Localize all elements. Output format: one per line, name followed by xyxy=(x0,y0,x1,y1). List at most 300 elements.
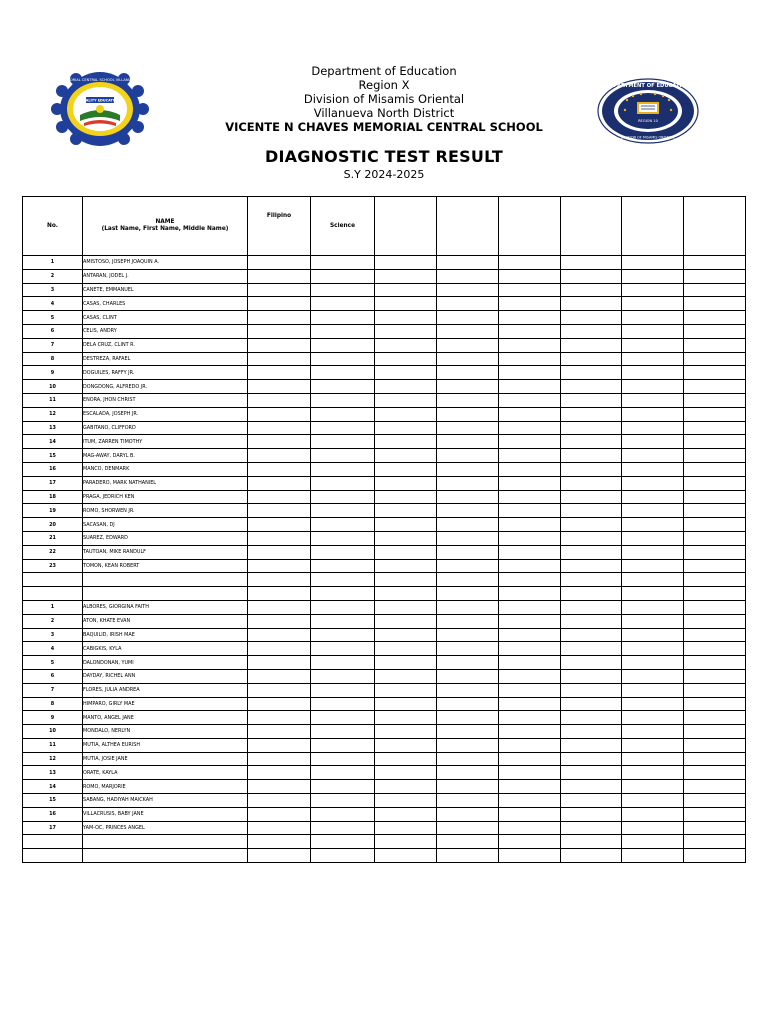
score-cell xyxy=(622,256,684,270)
score-cell xyxy=(684,738,746,752)
row-number: 3 xyxy=(23,628,83,642)
score-cell xyxy=(311,366,375,380)
score-cell xyxy=(499,725,561,739)
results-table xyxy=(22,196,746,863)
student-name: BAQUILID, IRISH MAE xyxy=(83,628,248,642)
table-row xyxy=(23,807,746,821)
score-cell xyxy=(499,697,561,711)
score-cell xyxy=(561,269,622,283)
student-name: PARADERO, MARK NATHANIEL xyxy=(83,476,248,490)
score-cell xyxy=(248,559,311,573)
score-cell xyxy=(437,600,499,614)
score-cell xyxy=(375,614,437,628)
score-cell xyxy=(311,656,375,670)
student-name: ROMO, SHORWEN JR. xyxy=(83,504,248,518)
score-cell xyxy=(684,283,746,297)
right-seal-region: REGION 10 xyxy=(638,119,658,123)
row-number: 8 xyxy=(23,697,83,711)
score-cell xyxy=(311,600,375,614)
right-seal-bottom: DIVISION OF MISAMIS ORIENTAL xyxy=(620,135,676,140)
score-cell xyxy=(248,545,311,559)
row-number: 11 xyxy=(23,393,83,407)
row-number xyxy=(23,849,83,863)
score-cell xyxy=(375,669,437,683)
row-number: 17 xyxy=(23,476,83,490)
score-cell xyxy=(437,587,499,601)
score-cell xyxy=(248,297,311,311)
score-cell xyxy=(311,490,375,504)
score-cell xyxy=(499,711,561,725)
score-cell xyxy=(684,311,746,325)
score-cell xyxy=(684,256,746,270)
score-cell xyxy=(375,476,437,490)
score-cell xyxy=(437,766,499,780)
blank-row xyxy=(23,835,746,849)
score-cell xyxy=(499,559,561,573)
score-cell xyxy=(437,283,499,297)
student-name: ROMO, MARJORIE xyxy=(83,780,248,794)
score-cell xyxy=(311,738,375,752)
table-row xyxy=(23,366,746,380)
score-cell xyxy=(248,283,311,297)
score-cell xyxy=(561,311,622,325)
left-seal-text: VICENTE N CHAVES MEMORIAL CENTRAL SCHOOL VILLANUEVA, MISAMIS ORIENTAL xyxy=(25,78,175,82)
score-cell xyxy=(561,835,622,849)
score-cell xyxy=(499,504,561,518)
row-number: 14 xyxy=(23,435,83,449)
score-cell xyxy=(437,490,499,504)
student-name: ATON, KHATE EVAN xyxy=(83,614,248,628)
score-cell xyxy=(622,518,684,532)
blank-row xyxy=(23,849,746,863)
score-cell xyxy=(684,518,746,532)
row-number: 6 xyxy=(23,669,83,683)
row-number: 2 xyxy=(23,614,83,628)
score-cell xyxy=(375,490,437,504)
score-cell xyxy=(248,697,311,711)
score-cell xyxy=(311,587,375,601)
score-cell xyxy=(561,518,622,532)
score-cell xyxy=(437,311,499,325)
student-name: MANCO, DENMARK xyxy=(83,462,248,476)
score-cell xyxy=(684,642,746,656)
table-row xyxy=(23,476,746,490)
score-cell xyxy=(248,490,311,504)
table-row xyxy=(23,504,746,518)
score-cell xyxy=(684,683,746,697)
score-cell xyxy=(622,421,684,435)
student-name: MUTIA, ALTHEA EURISH xyxy=(83,738,248,752)
score-cell xyxy=(248,256,311,270)
row-number: 9 xyxy=(23,366,83,380)
score-cell xyxy=(311,283,375,297)
score-cell xyxy=(311,573,375,587)
table-row xyxy=(23,738,746,752)
score-cell xyxy=(499,324,561,338)
student-name: SACASAN, DJ xyxy=(83,518,248,532)
row-number: 6 xyxy=(23,324,83,338)
student-name: DELA CRUZ, CLINT R. xyxy=(83,338,248,352)
row-number: 7 xyxy=(23,338,83,352)
score-cell xyxy=(561,752,622,766)
table-row xyxy=(23,352,746,366)
score-cell xyxy=(311,642,375,656)
score-cell xyxy=(248,311,311,325)
score-cell xyxy=(311,780,375,794)
score-cell xyxy=(499,587,561,601)
student-name: VILLACRUSIS, BABY JANE xyxy=(83,807,248,821)
score-cell xyxy=(561,476,622,490)
score-cell xyxy=(311,531,375,545)
score-cell xyxy=(248,407,311,421)
score-cell xyxy=(437,518,499,532)
right-seal-text: DEPARTMENT OF EDUCATION xyxy=(605,82,691,89)
score-cell xyxy=(622,283,684,297)
row-number: 4 xyxy=(23,297,83,311)
department-name: Department of Education xyxy=(311,64,457,78)
score-cell xyxy=(622,766,684,780)
score-cell xyxy=(561,642,622,656)
score-cell xyxy=(561,794,622,808)
row-number: 12 xyxy=(23,407,83,421)
column-header-blank xyxy=(622,197,684,256)
table-row xyxy=(23,283,746,297)
score-cell xyxy=(437,835,499,849)
score-cell xyxy=(375,711,437,725)
score-cell xyxy=(437,393,499,407)
score-cell xyxy=(622,297,684,311)
score-cell xyxy=(684,794,746,808)
score-cell xyxy=(499,614,561,628)
score-cell xyxy=(684,407,746,421)
score-cell xyxy=(248,587,311,601)
score-cell xyxy=(499,738,561,752)
score-cell xyxy=(684,807,746,821)
score-cell xyxy=(622,407,684,421)
page-title: DIAGNOSTIC TEST RESULT xyxy=(265,147,503,166)
score-cell xyxy=(437,614,499,628)
table-row xyxy=(23,821,746,835)
score-cell xyxy=(684,297,746,311)
score-cell xyxy=(622,352,684,366)
student-name: DONGDONG, ALFREDO JR. xyxy=(83,380,248,394)
score-cell xyxy=(499,642,561,656)
score-cell xyxy=(375,849,437,863)
score-cell xyxy=(311,807,375,821)
score-cell xyxy=(622,697,684,711)
score-cell xyxy=(499,338,561,352)
score-cell xyxy=(499,600,561,614)
table-row xyxy=(23,614,746,628)
score-cell xyxy=(499,476,561,490)
score-cell xyxy=(248,449,311,463)
score-cell xyxy=(437,711,499,725)
score-cell xyxy=(248,614,311,628)
student-name: DESTREZA, RAFAEL xyxy=(83,352,248,366)
score-cell xyxy=(375,435,437,449)
score-cell xyxy=(375,324,437,338)
score-cell xyxy=(311,352,375,366)
score-cell xyxy=(311,559,375,573)
division-name: Division of Misamis Oriental xyxy=(303,92,465,106)
score-cell xyxy=(622,573,684,587)
column-header-blank xyxy=(375,197,437,256)
score-cell xyxy=(437,352,499,366)
score-cell xyxy=(375,738,437,752)
score-cell xyxy=(622,311,684,325)
score-cell xyxy=(437,821,499,835)
score-cell xyxy=(248,807,311,821)
score-cell xyxy=(622,476,684,490)
score-cell xyxy=(561,683,622,697)
score-cell xyxy=(375,545,437,559)
score-cell xyxy=(375,807,437,821)
table-row xyxy=(23,435,746,449)
student-name: CANETE, EMMANUEL xyxy=(83,283,248,297)
score-cell xyxy=(375,380,437,394)
table-row xyxy=(23,683,746,697)
student-name: SUAREZ, EDWARD xyxy=(83,531,248,545)
table-row xyxy=(23,697,746,711)
table-row xyxy=(23,711,746,725)
blank-row xyxy=(23,587,746,601)
table-row xyxy=(23,531,746,545)
score-cell xyxy=(622,642,684,656)
score-cell xyxy=(561,559,622,573)
score-cell xyxy=(311,518,375,532)
score-cell xyxy=(684,849,746,863)
score-cell xyxy=(248,683,311,697)
score-cell xyxy=(248,518,311,532)
score-cell xyxy=(437,683,499,697)
score-cell xyxy=(622,269,684,283)
score-cell xyxy=(311,683,375,697)
row-number: 11 xyxy=(23,738,83,752)
score-cell xyxy=(622,490,684,504)
student-name: MANTO, ANGEL JANE xyxy=(83,711,248,725)
score-cell xyxy=(622,683,684,697)
score-cell xyxy=(437,642,499,656)
row-number: 5 xyxy=(23,656,83,670)
student-name: HIMPARO, GIRLY MAE xyxy=(83,697,248,711)
score-cell xyxy=(311,338,375,352)
student-name: TOMON, KEAN ROBERT xyxy=(83,559,248,573)
score-cell xyxy=(248,393,311,407)
score-cell xyxy=(437,297,499,311)
table-row xyxy=(23,518,746,532)
score-cell xyxy=(499,628,561,642)
student-name: MUTIA, JOSIE JANE xyxy=(83,752,248,766)
score-cell xyxy=(684,559,746,573)
student-name: DALONDONAN, YUMI xyxy=(83,656,248,670)
score-cell xyxy=(248,669,311,683)
row-number: 1 xyxy=(23,600,83,614)
score-cell xyxy=(684,269,746,283)
score-cell xyxy=(437,738,499,752)
score-cell xyxy=(622,711,684,725)
student-name: ESCALADA, JOSEPH JR. xyxy=(83,407,248,421)
student-name xyxy=(83,573,248,587)
table-row xyxy=(23,656,746,670)
score-cell xyxy=(437,269,499,283)
score-cell xyxy=(375,766,437,780)
score-cell xyxy=(622,504,684,518)
table-row xyxy=(23,269,746,283)
score-cell xyxy=(561,338,622,352)
student-name: ALBORES, GIORGINA FAITH xyxy=(83,600,248,614)
score-cell xyxy=(684,614,746,628)
score-cell xyxy=(561,725,622,739)
column-header-science: Science xyxy=(311,197,375,256)
score-cell xyxy=(684,366,746,380)
column-header-blank xyxy=(561,197,622,256)
table-row xyxy=(23,338,746,352)
row-number: 3 xyxy=(23,283,83,297)
score-cell xyxy=(248,338,311,352)
score-cell xyxy=(375,587,437,601)
score-cell xyxy=(311,421,375,435)
score-cell xyxy=(684,628,746,642)
column-header-blank xyxy=(499,197,561,256)
score-cell xyxy=(499,780,561,794)
score-cell xyxy=(622,835,684,849)
student-name: FLORES, JULIA ANDREA xyxy=(83,683,248,697)
score-cell xyxy=(437,545,499,559)
score-cell xyxy=(311,297,375,311)
score-cell xyxy=(499,807,561,821)
row-number: 15 xyxy=(23,794,83,808)
score-cell xyxy=(561,421,622,435)
score-cell xyxy=(375,269,437,283)
score-cell xyxy=(561,628,622,642)
score-cell xyxy=(248,462,311,476)
score-cell xyxy=(375,366,437,380)
blank-row xyxy=(23,573,746,587)
score-cell xyxy=(684,435,746,449)
score-cell xyxy=(499,435,561,449)
row-number: 16 xyxy=(23,807,83,821)
score-cell xyxy=(375,752,437,766)
score-cell xyxy=(622,628,684,642)
score-cell xyxy=(375,338,437,352)
region-name: Region X xyxy=(358,78,410,92)
score-cell xyxy=(622,725,684,739)
score-cell xyxy=(684,476,746,490)
student-name: CASAS, CHARLES xyxy=(83,297,248,311)
score-cell xyxy=(561,545,622,559)
row-number: 5 xyxy=(23,311,83,325)
score-cell xyxy=(499,573,561,587)
score-cell xyxy=(437,531,499,545)
score-cell xyxy=(375,642,437,656)
row-number: 10 xyxy=(23,725,83,739)
student-name: ANTARAN, JODEL J. xyxy=(83,269,248,283)
score-cell xyxy=(248,780,311,794)
score-cell xyxy=(561,669,622,683)
score-cell xyxy=(499,683,561,697)
row-number: 7 xyxy=(23,683,83,697)
score-cell xyxy=(248,352,311,366)
score-cell xyxy=(684,573,746,587)
score-cell xyxy=(375,821,437,835)
row-number: 4 xyxy=(23,642,83,656)
school-year: S.Y 2024-2025 xyxy=(343,168,425,181)
score-cell xyxy=(311,766,375,780)
table-row xyxy=(23,642,746,656)
score-cell xyxy=(622,849,684,863)
student-name: YAM-OC, PRINCES ANGEL xyxy=(83,821,248,835)
score-cell xyxy=(248,642,311,656)
score-cell xyxy=(622,435,684,449)
score-cell xyxy=(561,807,622,821)
score-cell xyxy=(311,725,375,739)
name-header-line2: (Last Name, First Name, Middle Name) xyxy=(101,226,229,232)
score-cell xyxy=(561,711,622,725)
score-cell xyxy=(375,683,437,697)
student-name: SABANG, HADIYAH MAICKAH xyxy=(83,794,248,808)
document-header xyxy=(0,64,768,181)
score-cell xyxy=(622,738,684,752)
score-cell xyxy=(499,407,561,421)
district-name: Villanueva North District xyxy=(313,106,455,120)
score-cell xyxy=(561,531,622,545)
score-cell xyxy=(499,421,561,435)
score-cell xyxy=(684,711,746,725)
score-cell xyxy=(437,573,499,587)
table-row xyxy=(23,462,746,476)
score-cell xyxy=(561,462,622,476)
score-cell xyxy=(311,821,375,835)
score-cell xyxy=(248,725,311,739)
score-cell xyxy=(622,449,684,463)
row-number: 15 xyxy=(23,449,83,463)
score-cell xyxy=(684,725,746,739)
score-cell xyxy=(622,380,684,394)
student-name xyxy=(83,587,248,601)
score-cell xyxy=(437,628,499,642)
student-name: ENORA, JHON CHRIST xyxy=(83,393,248,407)
score-cell xyxy=(561,490,622,504)
score-cell xyxy=(622,669,684,683)
table-row xyxy=(23,324,746,338)
score-cell xyxy=(375,518,437,532)
score-cell xyxy=(684,545,746,559)
score-cell xyxy=(622,780,684,794)
score-cell xyxy=(311,794,375,808)
score-cell xyxy=(622,462,684,476)
score-cell xyxy=(561,614,622,628)
score-cell xyxy=(622,393,684,407)
score-cell xyxy=(375,352,437,366)
table-row xyxy=(23,490,746,504)
score-cell xyxy=(561,766,622,780)
score-cell xyxy=(311,628,375,642)
score-cell xyxy=(622,559,684,573)
score-cell xyxy=(311,449,375,463)
student-name: ORATE, KAYLA xyxy=(83,766,248,780)
score-cell xyxy=(561,393,622,407)
score-cell xyxy=(684,421,746,435)
score-cell xyxy=(561,366,622,380)
score-cell xyxy=(248,821,311,835)
table-row xyxy=(23,393,746,407)
score-cell xyxy=(375,462,437,476)
score-cell xyxy=(311,504,375,518)
row-number: 2 xyxy=(23,269,83,283)
score-cell xyxy=(311,545,375,559)
score-cell xyxy=(375,835,437,849)
score-cell xyxy=(622,545,684,559)
